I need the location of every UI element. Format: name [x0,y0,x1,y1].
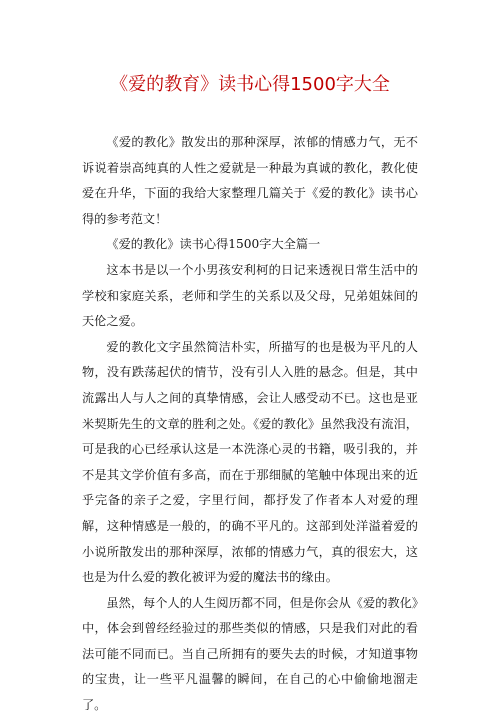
paragraph: 爱的教化文字虽然简洁朴实，所描写的也是极为平凡的人物，没有跌荡起伏的情节，没有引人入胜的悬念。但是，其中流露出人与人之间的真挚情感，会让人感受动不已。这也是亚米契斯先生的文章的胜利之处。《爱的教化》虽然我没有流泪，可是我的心已经承认这是一本洗涤心灵的书籍，吸引我的，并不是其文学价值有多高，而在于那细腻的笔触中体现出来的近乎完备的亲子之爱，字里行间，都抒发了作者本人对爱的理解，这种情感是一般的，的确不平凡的。这部到处洋溢着爱的小说所散发出的那种深厚，浓郁的情感力气，真的很宏大，这也是为什么爱的教化被评为爱的魔法书的缘由。 [82,339,418,585]
section-heading: 《爱的教化》读书心得1500字大全篇一 [106,237,321,252]
paragraph: 虽然，每个人的人生阅历都不同，但是你会从《爱的教化》中，体会到曾经经验过的那些类似的情感，只是我们对此的看法可能不同而已。当自己所拥有的要失去的时候，才知道事物的宝贵，让一些平凡温馨的瞬间，在自己的心中偷偷地溜走了。 [82,595,418,713]
paragraph-intro: 《爱的教化》散发出的那种深厚，浓郁的情感力气，无不诉说着崇高纯真的人性之爱就是一种最为真诚的教化，教化使爱在升华，下面的我给大家整理几篇关于《爱的教化》读书心得的参考范文！ [82,135,418,226]
document-title: 《爱的教育》读书心得1500字大全 [110,74,390,95]
document-body [82,130,418,719]
paragraph: 这本书是以一个小男孩安利柯的日记来透视日常生活中的学校和家庭关系，老师和学生的关系以及父母，兄弟姐妹间的天伦之爱。 [82,262,418,329]
